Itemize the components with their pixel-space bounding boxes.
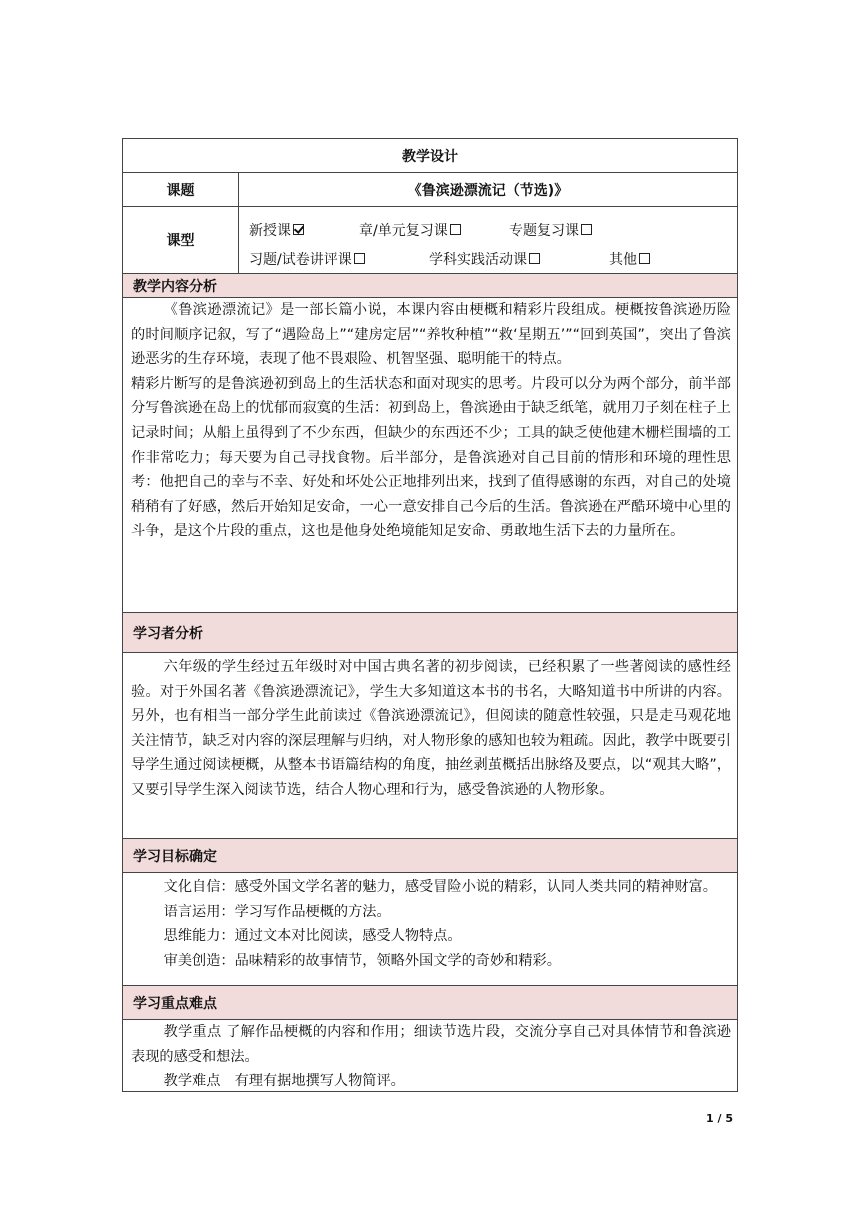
learner-analysis-paragraph: 六年级的学生经过五年级时对中国古典名著的初步阅读，已经积累了一些著阅读的感性经验。对于外国名著《鲁滨逊漂流记》，学生大多知道这本书的书名，大略知道书中所讲的内容。另外，也有相当一部分学生此前读过《鲁滨逊漂流记》，但阅读的随意性较强，只是走马观花地关注情节，缺乏对内容的深层理解与归纳，对人物形象的感知也较为粗疏。因此，教学中既要引导学生通过阅读梗概，从整本书语篇结构的角度，抽丝剥茧概括出脉络及要点，以“观其大略”，又要引导学生深入阅读节选，结合人物心理和行为，感受鲁滨逊的人物形象。 — [131, 659, 731, 798]
section-heading-objectives: 学习目标确定 — [122, 839, 738, 873]
lesson-design-table — [122, 138, 738, 1092]
content-analysis-paragraph: 精彩片断写的是鲁滨逊初到岛上的生活状态和面对现实的思考。片段可以分为两个部分，前半部分写鲁滨逊在岛上的忧郁而寂寞的生活：初到岛上，鲁滨逊由于缺乏纸笔，就用刀子刻在柱子上记录时间；从船上虽得到了不少东西，但缺少的东西还不少；工具的缺乏使他建木栅栏围墙的工作非常吃力；每天要为自己寻找食物。后半部分，是鲁滨逊对自己目前的情形和环境的理性思考：他把自己的幸与不幸、好处和坏处公正地排列出来，找到了值得感谢的东西，对自己的处境稍稍有了好感，然后开始知足安命，一心一意安排自己今后的生活。鲁滨逊在严酷环境中心里的斗争，是这个片段的重点，这也是他身处绝境能知足安命、勇敢地生活下去的力量所在。 — [131, 375, 731, 540]
key-point-item: 教学重点 了解作品梗概的内容和作用；细读节选片段，交流分享自己对具体情节和鲁滨逊表现的感受和想法。 — [131, 1024, 731, 1065]
lesson-type-label: 课型 — [123, 207, 239, 273]
checked-checkbox-icon[interactable] — [293, 224, 304, 235]
checkbox-icon[interactable] — [354, 253, 365, 264]
topic-value: 《鲁滨逊漂流记（节选)》 — [407, 182, 569, 199]
page-number: 1 / 5 — [706, 1112, 733, 1125]
lesson-type-options — [239, 207, 737, 273]
option-exercise-review[interactable]: 习题/试卷讲评课 — [249, 249, 429, 269]
option-practice-activity[interactable]: 学科实践活动课 — [429, 249, 609, 269]
option-new-lesson[interactable]: 新授课 — [249, 220, 359, 240]
option-topic-review[interactable]: 专题复习课 — [509, 220, 592, 240]
section-heading-key-points: 学习重点难点 — [122, 986, 738, 1020]
objective-item: 文化自信：感受外国文学名著的魅力，感受冒险小说的精彩，认同人类共同的精神财富。 — [163, 879, 717, 895]
section-heading-content-analysis: 教学内容分析 — [122, 274, 738, 298]
objective-item: 语言运用：学习写作品梗概的方法。 — [163, 903, 391, 920]
checkbox-icon[interactable] — [581, 224, 592, 235]
lesson-type-row — [122, 207, 738, 274]
key-points-body — [122, 1020, 738, 1092]
topic-row — [122, 173, 738, 207]
objective-item: 思维能力：通过文本对比阅读，感受人物特点。 — [163, 928, 462, 945]
section-heading-learner-analysis: 学习者分析 — [122, 613, 738, 653]
difficult-point-item: 教学难点 有理有据地撰写人物简评。 — [163, 1073, 405, 1090]
checkbox-icon[interactable] — [639, 253, 650, 264]
content-analysis-body — [122, 298, 738, 613]
option-unit-review[interactable]: 章/单元复习课 — [359, 220, 509, 240]
learner-analysis-body — [122, 653, 738, 839]
checkbox-icon[interactable] — [450, 224, 461, 235]
content-analysis-paragraph: 《鲁滨逊漂流记》是一部长篇小说，本课内容由梗概和精彩片段组成。梗概按鲁滨逊历险的时间顺序记叙，写了“遇险岛上”“建房定居”“养牧种植”“救‘星期五’”“回到英国”，突出了鲁滨逊恶劣的生存环境，表现了他不畏艰险、机智坚强、聪明能干的特点。 — [131, 302, 731, 368]
objective-item: 审美创造：品味精彩的故事情节，领略外国文学的奇妙和精彩。 — [163, 952, 561, 969]
checkbox-icon[interactable] — [529, 253, 540, 264]
objectives-body — [122, 873, 738, 986]
option-other[interactable]: 其他 — [609, 249, 650, 269]
topic-label: 课题 — [123, 173, 239, 206]
table-title: 教学设计 — [122, 139, 738, 173]
